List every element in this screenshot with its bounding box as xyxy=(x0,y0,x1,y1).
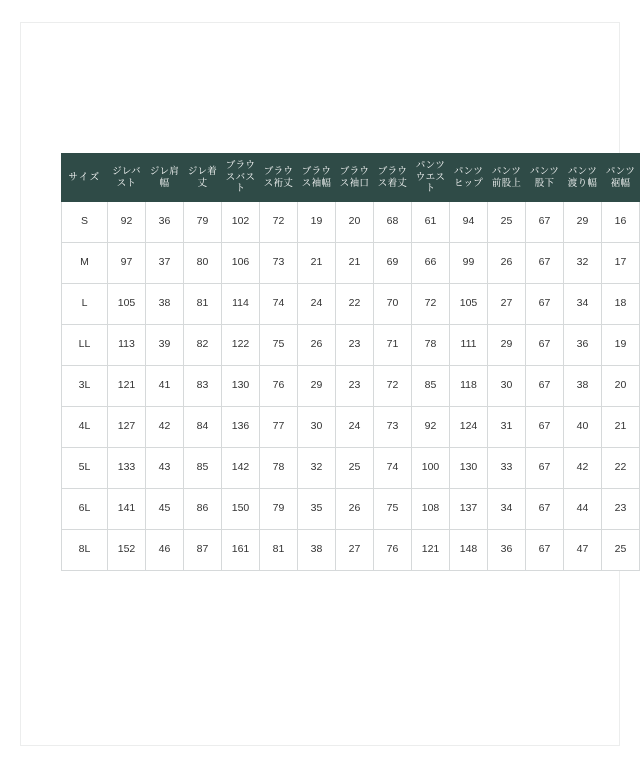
cell: 102 xyxy=(222,202,260,243)
cell: 105 xyxy=(108,284,146,325)
cell: 105 xyxy=(450,284,488,325)
cell: 36 xyxy=(146,202,184,243)
cell: 67 xyxy=(526,530,564,571)
cell: 38 xyxy=(146,284,184,325)
cell: 99 xyxy=(450,243,488,284)
column-header-gilet-length: ジレ着丈 xyxy=(184,154,222,202)
cell: 85 xyxy=(184,448,222,489)
size-chart-table xyxy=(61,153,640,571)
cell: 32 xyxy=(564,243,602,284)
cell: 118 xyxy=(450,366,488,407)
cell: 34 xyxy=(488,489,526,530)
cell: 72 xyxy=(412,284,450,325)
cell: 130 xyxy=(450,448,488,489)
cell: 38 xyxy=(298,530,336,571)
cell: 23 xyxy=(602,489,640,530)
cell: 72 xyxy=(374,366,412,407)
cell: 92 xyxy=(412,407,450,448)
cell: 26 xyxy=(336,489,374,530)
cell: 121 xyxy=(412,530,450,571)
cell: 29 xyxy=(564,202,602,243)
cell: 67 xyxy=(526,202,564,243)
cell: 67 xyxy=(526,325,564,366)
cell: 23 xyxy=(336,366,374,407)
row-size-label: 8L xyxy=(62,530,108,571)
table-row xyxy=(62,448,640,489)
cell: 19 xyxy=(298,202,336,243)
cell: 22 xyxy=(602,448,640,489)
cell: 25 xyxy=(488,202,526,243)
cell: 94 xyxy=(450,202,488,243)
cell: 20 xyxy=(602,366,640,407)
cell: 29 xyxy=(298,366,336,407)
column-header-blouse-sleeve-length: ブラウス裄丈 xyxy=(260,154,298,202)
cell: 81 xyxy=(184,284,222,325)
cell: 46 xyxy=(146,530,184,571)
cell: 114 xyxy=(222,284,260,325)
cell: 29 xyxy=(488,325,526,366)
column-header-pants-hip: パンツヒップ xyxy=(450,154,488,202)
cell: 73 xyxy=(260,243,298,284)
cell: 67 xyxy=(526,243,564,284)
cell: 100 xyxy=(412,448,450,489)
cell: 122 xyxy=(222,325,260,366)
table-row xyxy=(62,530,640,571)
column-header-pants-front-rise: パンツ前股上 xyxy=(488,154,526,202)
cell: 106 xyxy=(222,243,260,284)
cell: 43 xyxy=(146,448,184,489)
header-row xyxy=(62,154,640,202)
cell: 87 xyxy=(184,530,222,571)
cell: 70 xyxy=(374,284,412,325)
table-header xyxy=(62,154,640,202)
cell: 35 xyxy=(298,489,336,530)
cell: 68 xyxy=(374,202,412,243)
table-row xyxy=(62,407,640,448)
cell: 67 xyxy=(526,407,564,448)
cell: 130 xyxy=(222,366,260,407)
cell: 76 xyxy=(374,530,412,571)
cell: 26 xyxy=(298,325,336,366)
cell: 30 xyxy=(488,366,526,407)
cell: 27 xyxy=(488,284,526,325)
cell: 84 xyxy=(184,407,222,448)
cell: 141 xyxy=(108,489,146,530)
column-header-pants-thigh-width: パンツ渡り幅 xyxy=(564,154,602,202)
cell: 45 xyxy=(146,489,184,530)
cell: 42 xyxy=(146,407,184,448)
cell: 124 xyxy=(450,407,488,448)
cell: 73 xyxy=(374,407,412,448)
cell: 32 xyxy=(298,448,336,489)
column-header-blouse-bust: ブラウスバスト xyxy=(222,154,260,202)
cell: 133 xyxy=(108,448,146,489)
cell: 30 xyxy=(298,407,336,448)
cell: 136 xyxy=(222,407,260,448)
table-body xyxy=(62,202,640,571)
cell: 42 xyxy=(564,448,602,489)
cell: 23 xyxy=(336,325,374,366)
cell: 67 xyxy=(526,448,564,489)
cell: 44 xyxy=(564,489,602,530)
cell: 26 xyxy=(488,243,526,284)
cell: 33 xyxy=(488,448,526,489)
table-row xyxy=(62,489,640,530)
cell: 75 xyxy=(374,489,412,530)
cell: 148 xyxy=(450,530,488,571)
cell: 92 xyxy=(108,202,146,243)
cell: 27 xyxy=(336,530,374,571)
cell: 39 xyxy=(146,325,184,366)
column-header-size: サイズ xyxy=(62,154,108,202)
cell: 76 xyxy=(260,366,298,407)
cell: 83 xyxy=(184,366,222,407)
cell: 17 xyxy=(602,243,640,284)
row-size-label: 4L xyxy=(62,407,108,448)
row-size-label: 3L xyxy=(62,366,108,407)
cell: 78 xyxy=(260,448,298,489)
row-size-label: 5L xyxy=(62,448,108,489)
cell: 19 xyxy=(602,325,640,366)
table-row xyxy=(62,366,640,407)
cell: 40 xyxy=(564,407,602,448)
row-size-label: S xyxy=(62,202,108,243)
cell: 69 xyxy=(374,243,412,284)
cell: 108 xyxy=(412,489,450,530)
cell: 25 xyxy=(336,448,374,489)
cell: 21 xyxy=(602,407,640,448)
cell: 22 xyxy=(336,284,374,325)
cell: 41 xyxy=(146,366,184,407)
cell: 121 xyxy=(108,366,146,407)
column-header-gilet-bust: ジレバスト xyxy=(108,154,146,202)
cell: 77 xyxy=(260,407,298,448)
cell: 111 xyxy=(450,325,488,366)
column-header-blouse-sleeve-width: ブラウス袖幅 xyxy=(298,154,336,202)
cell: 18 xyxy=(602,284,640,325)
cell: 75 xyxy=(260,325,298,366)
row-size-label: L xyxy=(62,284,108,325)
cell: 24 xyxy=(336,407,374,448)
cell: 80 xyxy=(184,243,222,284)
table-row xyxy=(62,325,640,366)
cell: 142 xyxy=(222,448,260,489)
row-size-label: LL xyxy=(62,325,108,366)
column-header-blouse-cuff: ブラウス袖口 xyxy=(336,154,374,202)
row-size-label: M xyxy=(62,243,108,284)
column-header-pants-inseam: パンツ股下 xyxy=(526,154,564,202)
cell: 38 xyxy=(564,366,602,407)
size-table-container xyxy=(61,153,636,571)
cell: 31 xyxy=(488,407,526,448)
cell: 24 xyxy=(298,284,336,325)
content-frame xyxy=(20,22,636,746)
cell: 79 xyxy=(260,489,298,530)
cell: 85 xyxy=(412,366,450,407)
cell: 21 xyxy=(298,243,336,284)
cell: 82 xyxy=(184,325,222,366)
cell: 150 xyxy=(222,489,260,530)
cell: 74 xyxy=(260,284,298,325)
cell: 81 xyxy=(260,530,298,571)
cell: 61 xyxy=(412,202,450,243)
row-size-label: 6L xyxy=(62,489,108,530)
cell: 161 xyxy=(222,530,260,571)
cell: 36 xyxy=(488,530,526,571)
cell: 34 xyxy=(564,284,602,325)
cell: 71 xyxy=(374,325,412,366)
column-header-pants-waist: パンツウエスト xyxy=(412,154,450,202)
cell: 47 xyxy=(564,530,602,571)
cell: 25 xyxy=(602,530,640,571)
cell: 67 xyxy=(526,284,564,325)
cell: 67 xyxy=(526,489,564,530)
cell: 137 xyxy=(450,489,488,530)
cell: 74 xyxy=(374,448,412,489)
cell: 152 xyxy=(108,530,146,571)
column-header-gilet-shoulder: ジレ肩幅 xyxy=(146,154,184,202)
cell: 16 xyxy=(602,202,640,243)
cell: 97 xyxy=(108,243,146,284)
cell: 72 xyxy=(260,202,298,243)
cell: 127 xyxy=(108,407,146,448)
cell: 113 xyxy=(108,325,146,366)
column-header-pants-hem-width: パンツ裾幅 xyxy=(602,154,640,202)
table-row xyxy=(62,202,640,243)
cell: 67 xyxy=(526,366,564,407)
cell: 78 xyxy=(412,325,450,366)
cell: 36 xyxy=(564,325,602,366)
cell: 21 xyxy=(336,243,374,284)
table-row xyxy=(62,284,640,325)
cell: 66 xyxy=(412,243,450,284)
cell: 79 xyxy=(184,202,222,243)
table-row xyxy=(62,243,640,284)
cell: 37 xyxy=(146,243,184,284)
column-header-blouse-length: ブラウス着丈 xyxy=(374,154,412,202)
cell: 86 xyxy=(184,489,222,530)
cell: 20 xyxy=(336,202,374,243)
